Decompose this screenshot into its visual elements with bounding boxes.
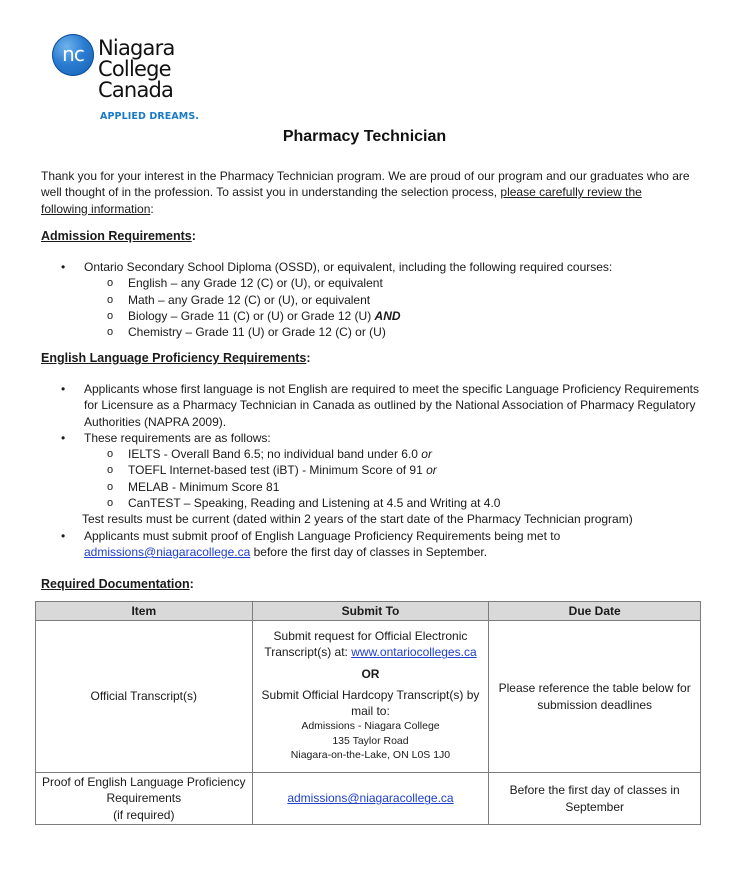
item-cell: Proof of English Language Proficiency Requirements (if required) xyxy=(36,773,253,825)
submit-to-cell: Submit request for Official Electronic Transcript(s) at: www.ontariocolleges.ca OR Submit Official Hardcopy Transcript(s) by mail to: Admissions - Niagara College 135 Taylor Road Niagara-on-the-Lake, ON L0S 1J0 xyxy=(252,621,489,773)
english-proficiency-list xyxy=(41,381,701,560)
item-cell: Official Transcript(s) xyxy=(36,621,253,773)
logo-tagline: APPLIED DREAMS. xyxy=(100,111,199,122)
english-proficiency-heading: English Language Proficiency Requirements: xyxy=(41,351,311,365)
bullet-icon: • xyxy=(61,430,66,445)
test-item: o IELTS - Overall Band 6.5; no individual band under 6.0 or xyxy=(107,447,432,462)
table-row xyxy=(36,773,701,825)
circle-bullet-icon: o xyxy=(107,448,114,461)
circle-bullet-icon: o xyxy=(107,497,114,510)
mailing-address: Admissions - Niagara College 135 Taylor Road Niagara-on-the-Lake, ON L0S 1J0 xyxy=(290,720,451,762)
circle-bullet-icon: o xyxy=(107,309,114,322)
list-item: • Ontario Secondary School Diploma (OSSD), or equivalent, including the following required courses: xyxy=(61,260,613,274)
bullet-icon: • xyxy=(61,260,66,274)
due-date-cell: Before the first day of classes in September xyxy=(489,773,701,825)
or-label: OR xyxy=(361,666,380,681)
admissions-email-link[interactable]: admissions@niagaracollege.ca xyxy=(287,791,454,806)
table-row xyxy=(36,621,701,773)
test-item: o CanTEST – Speaking, Reading and Listening at 4.5 and Writing at 4.0 xyxy=(107,496,501,511)
intro-paragraph: Thank you for your interest in the Pharmacy Technician program. We are proud of our program and our graduates who are well thought of in the profession. To assist you in understanding the selection process, please carefully review the following information: xyxy=(41,169,690,216)
circle-bullet-icon: o xyxy=(107,326,114,339)
test-item: o TOEFL Internet-based test (iBT) - Minimum Score of 91 or xyxy=(107,463,437,478)
bullet-icon: • xyxy=(61,382,66,396)
circle-bullet-icon: o xyxy=(107,480,114,493)
test-item: o MELAB - Minimum Score 81 xyxy=(107,479,280,494)
submit-to-cell xyxy=(252,773,489,825)
intro-emphasis: please carefully review the following information xyxy=(41,185,642,216)
list-item: • Applicants whose first language is not English are required to meet the specific Language Proficiency Requirements for Licensure as a Pharmacy Technician in Canada as outlined by the National Association of Pharmacy Regulatory Authorities (NAPRA 2009). xyxy=(61,382,700,429)
logo-wordmark: Niagara College Canada xyxy=(98,36,175,102)
page-title: Pharmacy Technician xyxy=(282,128,447,145)
nc-badge-icon: nc xyxy=(52,34,94,76)
ontariocolleges-link[interactable]: www.ontariocolleges.ca xyxy=(351,645,477,660)
course-item: o Biology – Grade 11 (C) or (U) or Grade 12 (U) AND xyxy=(107,308,401,323)
circle-bullet-icon: o xyxy=(107,293,114,306)
table-header-row xyxy=(36,602,701,621)
column-header-due-date: Due Date xyxy=(489,602,701,621)
course-item: o Chemistry – Grade 11 (U) or Grade 12 (C) or (U) xyxy=(107,325,386,340)
circle-bullet-icon: o xyxy=(107,277,114,290)
admission-requirements-list xyxy=(41,259,701,340)
required-documentation-table xyxy=(35,601,701,825)
circle-bullet-icon: o xyxy=(107,464,114,477)
list-item: • Applicants must submit proof of English Language Proficiency Requirements being met to admissions@niagaracollege.ca before the first day of classes in September. xyxy=(61,528,561,559)
course-item: o English – any Grade 12 (C) or (U), or equivalent xyxy=(107,276,383,291)
required-documentation-heading: Required Documentation: xyxy=(41,577,194,591)
column-header-item: Item xyxy=(36,602,253,621)
list-item: • These requirements are as follows: xyxy=(61,430,271,445)
due-date-cell: Please reference the table below for submission deadlines xyxy=(489,621,701,773)
column-header-submit-to: Submit To xyxy=(252,602,489,621)
admission-requirements-heading: Admission Requirements: xyxy=(41,229,196,243)
course-item: o Math – any Grade 12 (C) or (U), or equivalent xyxy=(107,292,371,307)
niagara-college-logo xyxy=(52,34,202,126)
bullet-icon: • xyxy=(61,528,66,543)
admissions-email-link[interactable]: admissions@niagaracollege.ca xyxy=(84,544,251,559)
test-results-note: Test results must be current (dated within 2 years of the start date of the Pharmacy Technician program) xyxy=(82,512,633,527)
